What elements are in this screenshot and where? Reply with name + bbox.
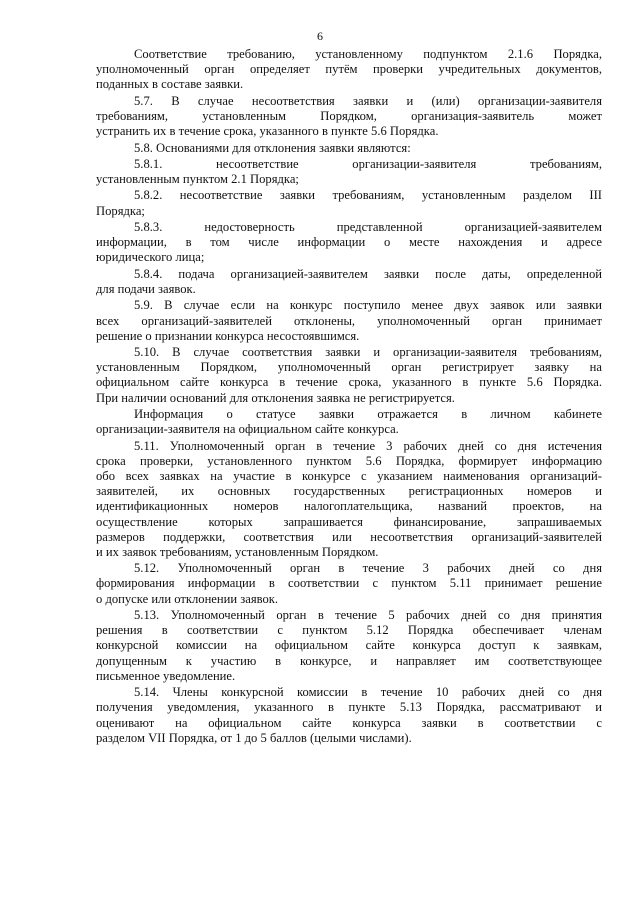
text-line: 5.8.2. несоответствие заявки требованиям, установленным разделом III bbox=[134, 188, 602, 203]
text-line: 5.8.1. несоответствие организации-заявителя требованиям, bbox=[134, 156, 602, 171]
paragraph-p5-11 bbox=[96, 439, 602, 561]
text-line: допущенным к участию в конкурсе, и направляет им соответствующее bbox=[96, 653, 602, 668]
paragraph-p5-8-1 bbox=[96, 157, 602, 187]
text-line: Информация о статусе заявки отражается в личном кабинете bbox=[134, 407, 602, 421]
text-line: устранить их в течение срока, указанного в пункте 5.6 Порядка. bbox=[96, 124, 439, 139]
text-line: 5.11. Уполномоченный орган в течение 3 рабочих дней со дня истечения bbox=[134, 438, 602, 453]
paragraph-p-info bbox=[96, 407, 602, 437]
paragraph-p5-9 bbox=[96, 298, 602, 344]
text-line: формирования информации в соответствии с пунктом 5.11 принимает решение bbox=[96, 576, 602, 591]
page-number: 6 bbox=[317, 29, 323, 43]
text-line: оценивают на официальном сайте конкурса заявки в соответствии с bbox=[96, 715, 602, 730]
text-line: 5.8.4. подача организацией-заявителем заявки после даты, определенной bbox=[134, 266, 602, 281]
text-line: о допуске или отклонении заявок. bbox=[96, 591, 279, 606]
document-body bbox=[96, 47, 602, 747]
text-line: для подачи заявок. bbox=[96, 281, 196, 296]
text-line: 5.12. Уполномоченный орган в течение 3 рабочих дней со дня bbox=[134, 561, 602, 576]
text-line: и их заявок требованиям, установленным Порядком. bbox=[96, 544, 379, 559]
text-line: срока проверки, установленного пунктом 5.6 Порядка, формирует информацию bbox=[96, 453, 602, 468]
text-line: требованиям, установленным Порядком, организация-заявитель может bbox=[96, 108, 602, 123]
text-line: 5.10. В случае соответствия заявки и организации-заявителя требованиям, bbox=[134, 345, 602, 360]
text-line: информации, в том числе информации о месте нахождения и адресе bbox=[96, 235, 602, 250]
paragraph-p5-8 bbox=[96, 141, 602, 156]
text-line: заявителей, их основных государственных регистрационных номеров и bbox=[96, 484, 602, 499]
text-line: официальном сайте конкурса в течение срока, указанного в пункте 5.6 Порядка. bbox=[96, 375, 602, 390]
text-line: письменное уведомление. bbox=[96, 668, 236, 683]
text-line: организации-заявителя на официальном сайте конкурса. bbox=[96, 422, 399, 437]
text-line: 5.8. Основаниями для отклонения заявки являются: bbox=[134, 140, 411, 155]
text-line: 5.7. В случае несоответствия заявки и (или) организации-заявителя bbox=[134, 93, 602, 108]
paragraph-p1 bbox=[96, 47, 602, 93]
text-line: осуществление которых запрашивается финансирование, запрашиваемых bbox=[96, 514, 602, 529]
text-line: 5.8.3. недостоверность представленной организацией-заявителем bbox=[134, 220, 602, 234]
text-line: Порядка; bbox=[96, 203, 145, 218]
paragraph-p5-8-3 bbox=[96, 220, 602, 266]
text-line: установленным Порядком, уполномоченный орган регистрирует заявку на bbox=[96, 360, 602, 375]
text-line: решение о признании конкурса несостоявшимся. bbox=[96, 328, 360, 343]
text-line: При наличии оснований для отклонения заявка не регистрируется. bbox=[96, 390, 455, 405]
paragraph-p5-7 bbox=[96, 94, 602, 140]
text-line: 5.9. В случае если на конкурс поступило менее двух заявок или заявки bbox=[134, 298, 602, 313]
text-line: Соответствие требованию, установленному подпунктом 2.1.6 Порядка, bbox=[134, 47, 602, 61]
text-line: 5.14. Члены конкурсной комиссии в течение 10 рабочих дней со дня bbox=[134, 685, 602, 700]
paragraph-p5-13 bbox=[96, 608, 602, 684]
text-line: 5.13. Уполномоченный орган в течение 5 рабочих дней со дня принятия bbox=[134, 608, 602, 622]
text-line: разделом VII Порядка, от 1 до 5 баллов (целыми числами). bbox=[96, 730, 412, 745]
text-line: конкурсной комиссии на официальном сайте конкурса доступ к заявкам, bbox=[96, 638, 602, 653]
text-line: установленным пунктом 2.1 Порядка; bbox=[96, 172, 299, 187]
paragraph-p5-12 bbox=[96, 561, 602, 607]
paragraph-p5-8-4 bbox=[96, 267, 602, 297]
paragraph-p5-10 bbox=[96, 345, 602, 406]
paragraph-p5-8-2 bbox=[96, 188, 602, 218]
text-line: поданных в составе заявки. bbox=[96, 77, 244, 92]
text-line: обо всех заявках на участие в конкурсе с указанием наименования организаций- bbox=[96, 468, 602, 483]
text-line: всех организаций-заявителей отклонены, уполномоченный орган принимает bbox=[96, 313, 602, 328]
text-line: получения уведомления, указанного в пункте 5.13 Порядка, рассматривают и bbox=[96, 700, 602, 715]
text-line: уполномоченный орган определяет путём проверки учредительных документов, bbox=[96, 62, 602, 77]
paragraph-p5-14 bbox=[96, 685, 602, 746]
text-line: юридического лица; bbox=[96, 250, 205, 265]
text-line: размеров поддержки, соответствия или несоответствия организаций-заявителей bbox=[96, 529, 602, 544]
text-line: решения в соответствии с пунктом 5.12 Порядка обеспечивает членам bbox=[96, 623, 602, 638]
text-line: идентификационных номеров налогоплательщика, названий проектов, на bbox=[96, 499, 602, 514]
